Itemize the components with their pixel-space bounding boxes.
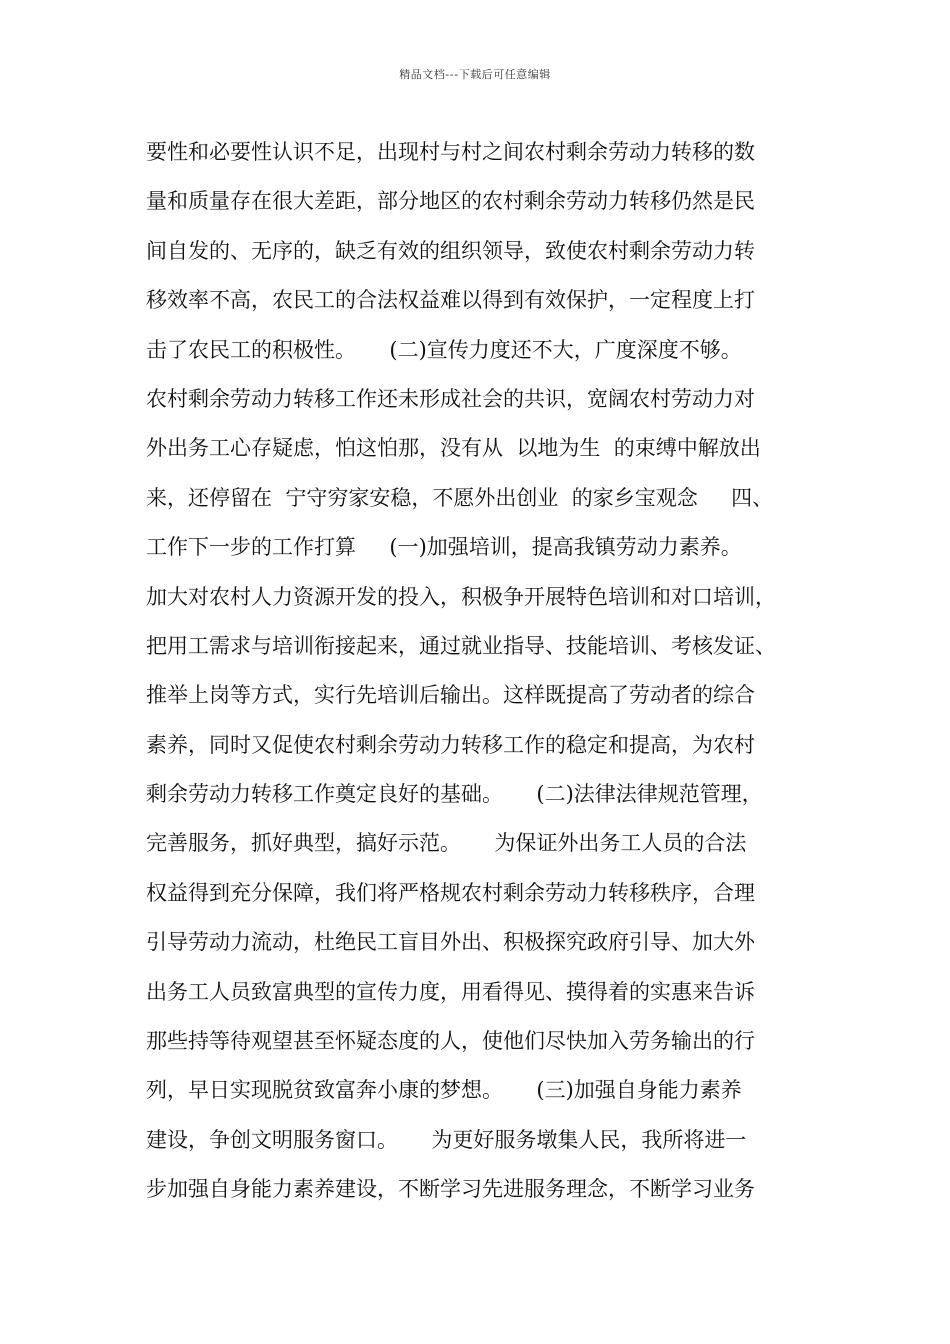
text-line: 加大对农村人力资源开发的投入，积极争开展特色培训和对口培训， bbox=[146, 584, 776, 609]
text-line: 量和质量存在很大差距，部分地区的农村剩余劳动力转移仍然是民 bbox=[146, 189, 755, 214]
text-line: 击了农民工的积极性。 (二)宣传力度还不大，广度深度不够。 bbox=[146, 337, 742, 362]
text-line: 出务工人员致富典型的宣传力度，用看得见、摸得着的实惠来告诉 bbox=[146, 979, 755, 1004]
text-line: 工作下一步的工作打算 (一)加强培训，提高我镇劳动力素养。 bbox=[146, 535, 742, 560]
text-line: 来，还停留在 宁守穷家安稳，不愿外出创业 的家乡宝观念 四、 bbox=[146, 485, 774, 510]
text-line: 列，早日实现脱贫致富奔小康的梦想。 (三)加强自身能力素养 bbox=[146, 1078, 742, 1103]
text-line: 剩余劳动力转移工作奠定良好的基础。 (二)法律法律规范管理， bbox=[146, 782, 763, 807]
text-line: 建设，争创文明服务窗口。 为更好服务墩集人民，我所将进一 bbox=[146, 1127, 747, 1152]
text-line: 素养，同时又促使农村剩余劳动力转移工作的稳定和提高，为农村 bbox=[146, 732, 755, 757]
text-line: 农村剩余劳动力转移工作还未形成社会的共识，宽阔农村劳动力对 bbox=[146, 386, 755, 411]
text-line: 移效率不高，农民工的合法权益难以得到有效保护，一定程度上打 bbox=[146, 288, 755, 313]
text-line: 引导劳动力流动，杜绝民工盲目外出、积极探究政府引导、加大外 bbox=[146, 930, 755, 955]
text-line: 要性和必要性认识不足，出现村与村之间农村剩余劳动力转移的数 bbox=[146, 140, 755, 164]
page-header: 精品文档---下载后可任意编辑 bbox=[399, 68, 551, 81]
text-line: 外出务工心存疑虑，怕这怕那，没有从 以地为生 的束缚中解放出 bbox=[146, 436, 761, 461]
text-line: 间自发的、无序的，缺乏有效的组织领导，致使农村剩余劳动力转 bbox=[146, 238, 755, 263]
text-line: 完善服务，抓好典型，搞好示范。 为保证外出务工人员的合法 bbox=[146, 831, 747, 856]
text-line: 那些持等待观望甚至怀疑态度的人，使他们尽快加入劳务输出的行 bbox=[146, 1029, 755, 1054]
text-line: 权益得到充分保障，我们将严格规农村剩余劳动力转移秩序，合理 bbox=[146, 880, 755, 905]
text-line: 步加强自身能力素养建设，不断学习先进服务理念，不断学习业务 bbox=[146, 1177, 755, 1202]
body-text bbox=[146, 128, 826, 1215]
text-line: 把用工需求与培训衔接起来，通过就业指导、技能培训、考核发证、 bbox=[146, 633, 776, 658]
text-line: 推举上岗等方式，实行先培训后输出。这样既提高了劳动者的综合 bbox=[146, 683, 755, 708]
